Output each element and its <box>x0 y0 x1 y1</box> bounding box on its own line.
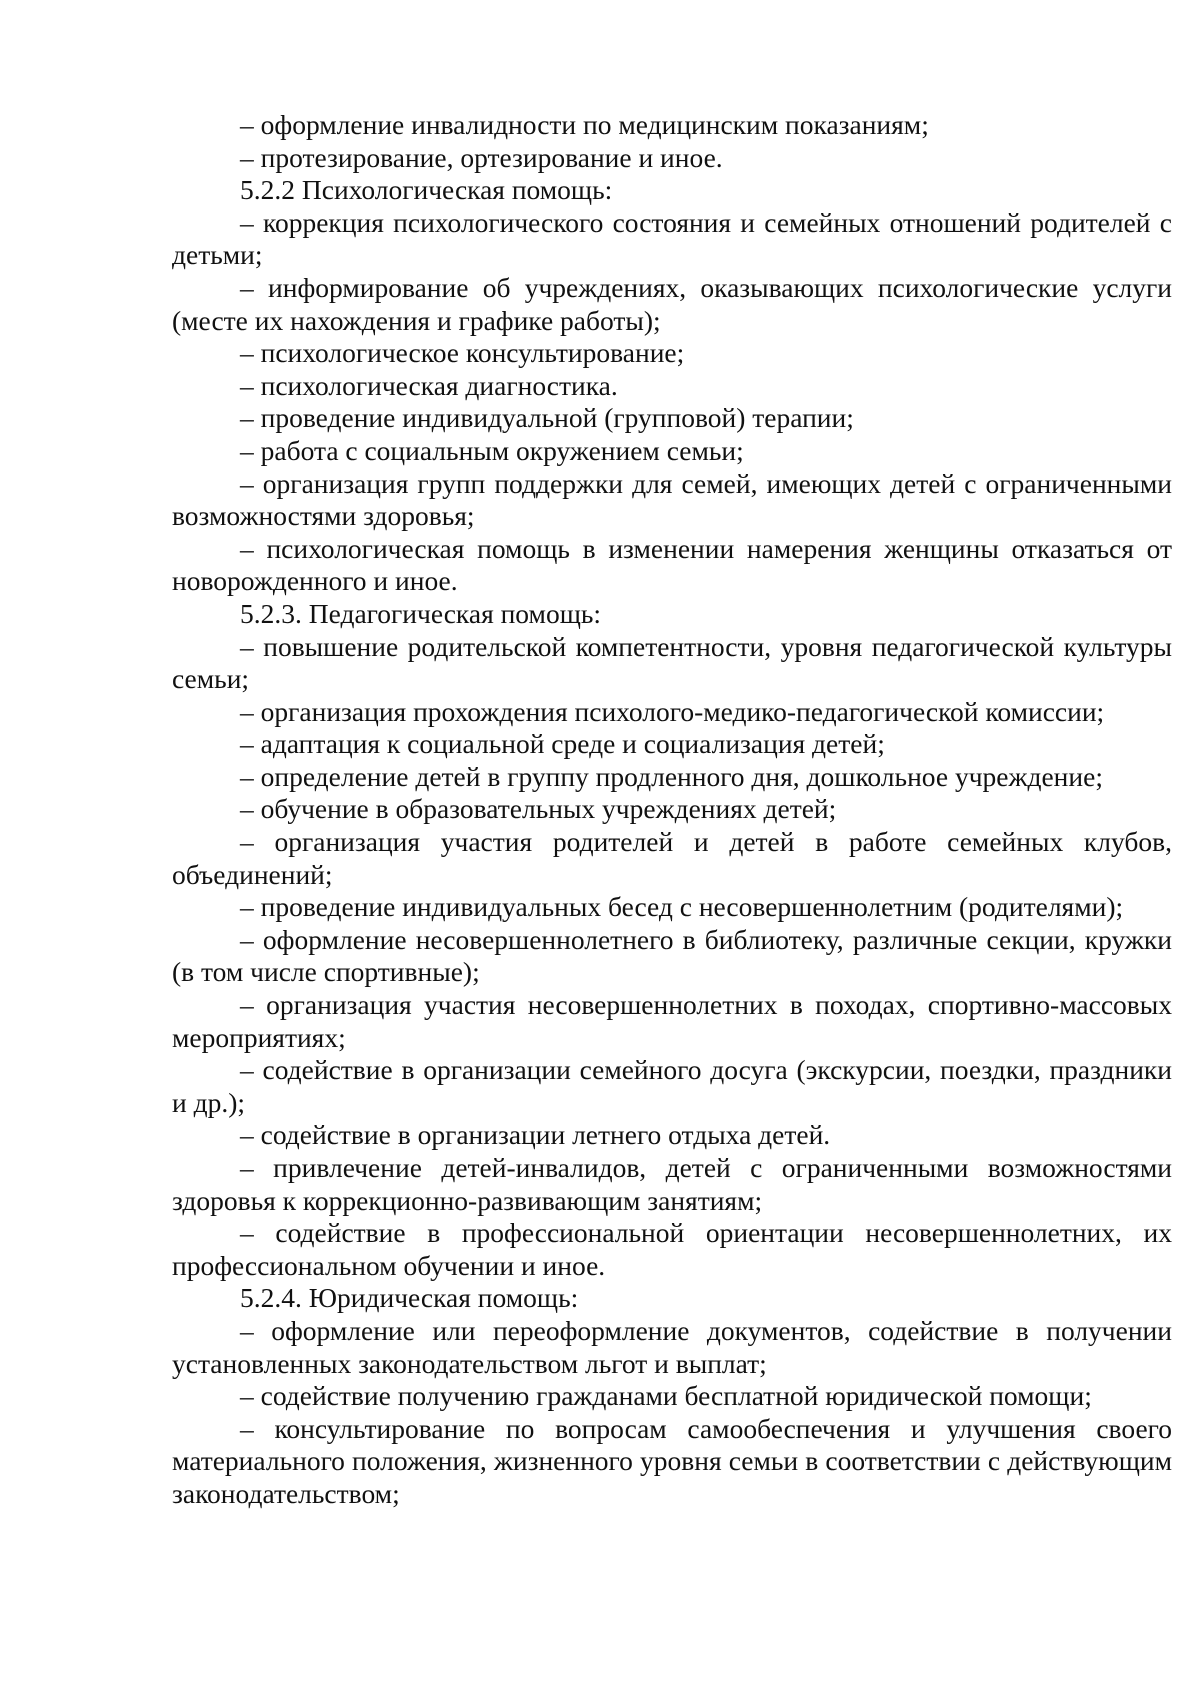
list-item: – организация участия родителей и детей в работе семейных клубов, объединений; <box>172 826 1172 890</box>
section-heading: 5.2.4. Юридическая помощь: <box>240 1282 579 1314</box>
list-item: – организация участия несовершеннолетних в походах, спортивно-массовых мероприятиях; <box>172 989 1172 1053</box>
list-item: – привлечение детей-инвалидов, детей с ограниченными возможностями здоровья к коррекционно-развивающим занятиям; <box>172 1152 1172 1216</box>
list-item: – психологическая помощь в изменении намерения женщины отказаться от новорожденного и иное. <box>172 532 1172 597</box>
list-item: – консультирование по вопросам самообеспечения и улучшения своего материального положения, жизненного уровня семьи в соответствии с действующим законодательством; <box>172 1412 1172 1509</box>
list-item: – проведение индивидуальной (групповой) терапии; <box>240 402 854 434</box>
list-item: – работа с социальным окружением семьи; <box>240 434 744 466</box>
list-item: – адаптация к социальной среде и социализация детей; <box>240 728 885 760</box>
section-heading: 5.2.3. Педагогическая помощь: <box>240 597 602 629</box>
list-item: – коррекция психологического состояния и семейных отношений родителей с детьми; <box>172 206 1172 271</box>
list-item: – повышение родительской компетентности, уровня педагогической культуры семьи; <box>172 630 1172 695</box>
section-heading: 5.2.2 Психологическая помощь: <box>240 174 613 206</box>
list-item: – содействие в организации летнего отдыха детей. <box>240 1119 831 1151</box>
list-item: – содействие получению гражданами бесплатной юридической помощи; <box>240 1380 1092 1412</box>
document-page <box>172 109 1172 1511</box>
list-item: – психологическое консультирование; <box>240 337 685 369</box>
list-item: – информирование об учреждениях, оказывающих психологические услуги (месте их нахождения и графике работы); <box>172 271 1172 336</box>
list-item: – обучение в образовательных учреждениях детей; <box>240 793 837 825</box>
list-item: – протезирование, ортезирование и иное. <box>240 141 723 173</box>
list-item: – организация групп поддержки для семей, имеющих детей с ограниченными возможностями здоровья; <box>172 467 1172 532</box>
list-item: – определение детей в группу продленного дня, дошкольное учреждение; <box>240 760 1103 792</box>
list-item: – оформление или переоформление документов, содействие в получении установленных законодательством льгот и выплат; <box>172 1314 1172 1379</box>
list-item: – содействие в профессиональной ориентации несовершеннолетних, их профессиональном обучении и иное. <box>172 1217 1172 1281</box>
list-item: – оформление инвалидности по медицинским показаниям; <box>240 109 929 140</box>
list-item: – психологическая диагностика. <box>240 369 618 401</box>
list-item: – оформление несовершеннолетнего в библиотеку, различные секции, кружки (в том числе спортивные); <box>172 923 1172 988</box>
list-item: – организация прохождения психолого-медико-педагогической комиссии; <box>240 695 1105 727</box>
list-item: – содействие в организации семейного досуга (экскурсии, поездки, праздники и др.); <box>172 1054 1172 1118</box>
list-item: – проведение индивидуальных бесед с несовершеннолетним (родителями); <box>240 891 1124 923</box>
